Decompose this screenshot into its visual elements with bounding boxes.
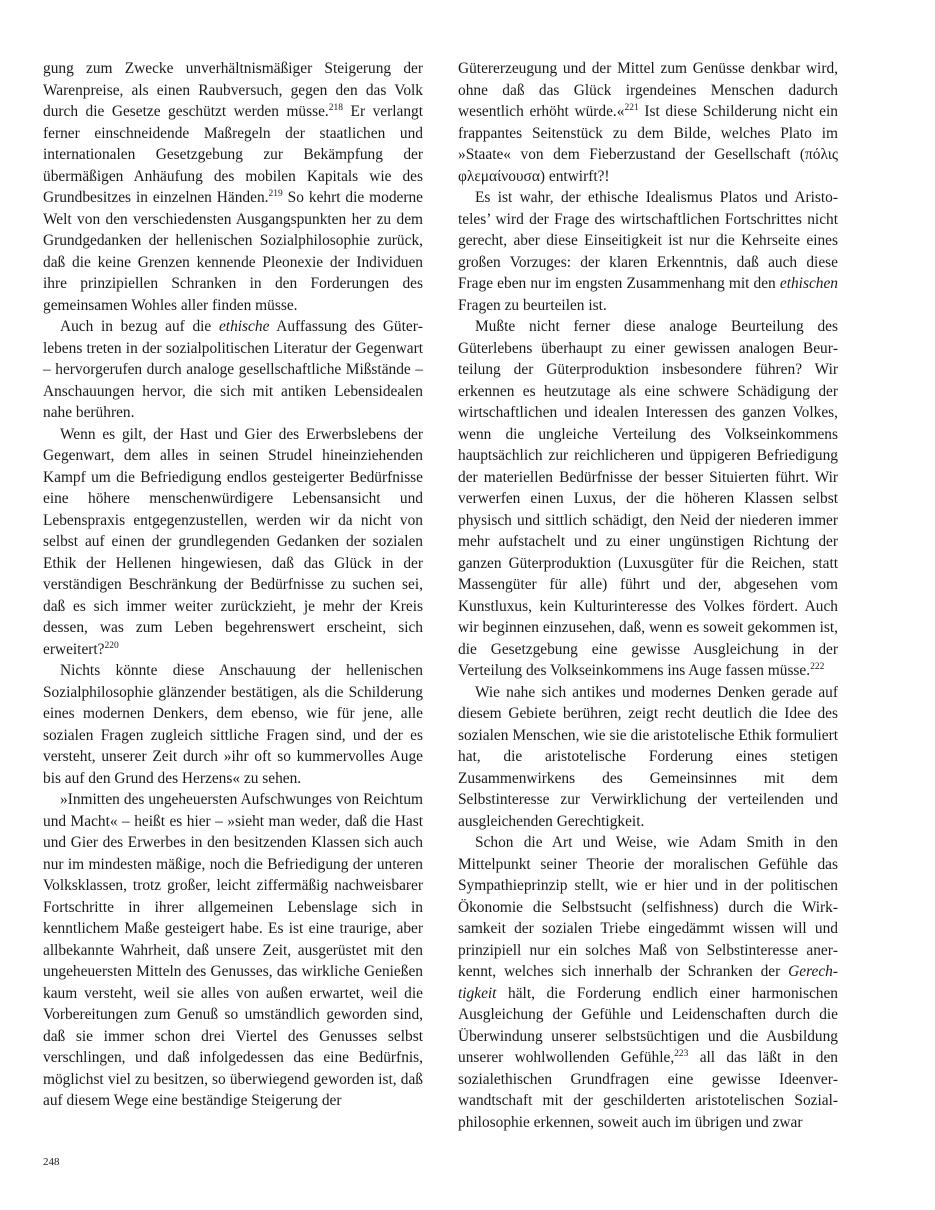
paragraph (43, 424, 423, 661)
page-number: 248 (43, 1156, 60, 1168)
text-run: all das läßt in den sozialethischen Grundfragen eine gewisse Ideenverwandtschaft mit der geschilderten aristotelischen Sozialphilosophie erkennen, soweit auch im übrigen und zwar (458, 1049, 838, 1131)
footnote-marker: 219 (268, 189, 283, 199)
footnote-marker: 223 (674, 1049, 689, 1059)
paragraph (43, 58, 423, 316)
paragraph (458, 58, 838, 187)
paragraph (458, 187, 838, 316)
text-run: Mußte nicht ferner diese analoge Beurteilung des Güterlebens überhaupt zu einer gewissen analogen Beurteilung der Güterproduktion insbesondere führen? Wir erkennen es heutzutage als eine schwere Schädigung der wirtschaftlichen und idealen Interessen des ganzen Volkes, wenn die ungleiche Verteilung des Volkseinkommens hauptsächlich zur reichlicheren und üppigeren Befriedigung der materiellen Bedürfnisse der besser Situierten führt. Wir verwerfen einen Luxus, der die höheren Klassen selbst physisch und sittlich schädigt, den Neid der niederen immer mehr aufstachelt und zu einer ungünstigen Richtung der ganzen Güterproduktion (Luxusgüter für die Reichen, statt Massengüter für alle) führt und der, abgesehen vom Kunstluxus, kein Kulturinteresse des Volkes fördert. Auch wir beginnen einzusehen, daß, wenn es soweit gekommen ist, die Gesetzgebung eine gewisse Ausgleichung in der Verteilung des Volkseinkommens ins Auge fassen müsse. (458, 318, 838, 679)
text-run: hält, die Forderung endlich einer harmonischen Ausgleichung der Gefühle und Leidenschaften durch die Überwindung unserer selbstsüchtigen und die Ausbildung unserer wohlwollenden Gefühle, (458, 984, 838, 1066)
paragraph (458, 316, 838, 682)
text-run: Ist diese Schilderung nicht ein frappantes Seitenstück zu dem Bilde, welches Plato im »Staate« von dem Fieberzustand der Gesellschaft (πόλις φλεμαίνουσα) entwirft?! (458, 103, 838, 185)
text-run: So kehrt die moderne Welt von den verschiedensten Ausgangspunkten her zu dem Grundgedanken der hellenischen Sozialphilosophie zurück, daß die keine Grenzen kennende Pleonexie der Individuen ihre prinzipiellen Schranken in den Forderungen des gemeinsamen Wohles aller finden müsse. (43, 189, 424, 314)
text-run: Nichts könnte diese Anschauung der hellenischen Sozialphilosophie glänzender bestätigen, als die Schilderung eines modernen Denkers, dem ebenso, wie für jene, alle sozialen Fragen zugleich sittliche Fragen sind, und der es versteht, unserer Zeit durch »ihr oft so kummervolles Auge bis auf den Grund des Herzens« zu sehen. (43, 662, 423, 787)
right-column (458, 58, 838, 1133)
text-run: Auffassung des Güterlebens treten in der sozialpolitischen Literatur der Gegenwart – hervorgerufen durch analoge gesellschaftliche Mißstände – Anschauungen hervor, die sich mit antiken Lebensidealen nahe berühren. (43, 318, 424, 421)
text-run: Wie nahe sich antikes und modernes Denken gerade auf diesem Gebiete berühren, zeigt recht deutlich die Idee des sozialen Menschen, wie sie die aristotelische Ethik formuliert hat, die aristotelische Forderung eines stetigen Zusammenwirkens des Gemeinsinnes mit dem Selbstinteresse zur Verwirklichung der verteilenden und ausgleichenden Gerechtigkeit. (458, 683, 838, 830)
left-column (43, 58, 423, 1112)
text-run: Auch in bezug auf die (60, 318, 219, 335)
text-run: Schon die Art und Weise, wie Adam Smith in den Mittelpunkt seiner Theorie der moralischen Gefühle das Sympathieprinzip stellt, wie er hier und in der politischen Ökonomie die Selbstsucht (selfishness) durch die Wirksamkeit der sozialen Triebe eingedämmt wissen will und prinzipiell nur ein solches Maß von Selbstinteresse anerkennt, welches sich innerhalb der Schranken der (458, 834, 838, 980)
text-run: gung zum Zwecke unverhältnismäßiger Steigerung der Warenpreise, als einen Raubversuch, gegen den das Volk durch die Gesetze geschützt werden müsse. (43, 60, 423, 120)
emphasis-text: Gerechtigkeit (458, 963, 838, 1002)
paragraph (458, 682, 838, 833)
footnote-marker: 222 (810, 662, 825, 672)
text-run: Es ist wahr, der ethische Idealismus Platos und Aristoteles’ wird der Frage des wirtschaftlichen Fortschrittes nicht gerecht, aber diese Einseitigkeit ist nur die Kehrseite eines großen Vorzuges: der klaren Erkenntnis, daß auch diese Frage eben nur im engsten Zusammenhang mit den (458, 189, 838, 292)
paragraph (43, 789, 423, 1112)
footnote-marker: 220 (104, 640, 119, 651)
text-run: Wenn es gilt, der Hast und Gier des Erwerbslebens der Gegenwart, dem alles in seinen Strudel hineinziehenden Kampf um die Befriedigung endlos gesteigerter Bedürfnisse eine höhere menschenwürdigere Lebensansicht und Lebenspraxis entgegenzustellen, werden wir da nicht von selbst auf einen der grundlegenden Gedanken der sozialen Ethik der Hellenen hingewiesen, daß das Glück in der verständigen Beschränkung der Bedürfnisse zu suchen sei, daß es sich immer weiter zurückzieht, je mehr der Kreis dessen, was zum Leben begehrenswert erscheint, sich erweitert? (43, 425, 423, 658)
footnote-marker: 221 (624, 103, 639, 113)
text-run: Gütererzeugung und der Mittel zum Genüsse denkbar wird, ohne daß das Glück irgendeines Menschen dadurch wesentlich erhöht würde.« (458, 60, 838, 120)
footnote-marker: 218 (328, 103, 344, 113)
paragraph (458, 832, 838, 1133)
text-run: Er verlangt ferner einschneidende Maßregeln der staatlichen und internationalen Gesetzgebung zur Bekämpfung der übermäßigen Anhäufung des mobilen Kapitals wie des Grundbesitzes in einzelnen Händen. (43, 103, 423, 206)
paragraph (43, 660, 423, 789)
paragraph (43, 316, 423, 424)
emphasis-text: ethischen (779, 275, 838, 292)
emphasis-text: ethische (218, 318, 270, 335)
text-run: »Inmitten des ungeheuersten Aufschwunges von Reichtum und Macht« – heißt es hier – »sieht man weder, daß die Hast und Gier des Erwerbes in den besitzenden Klassen sich auch nur im mindesten mäßige, noch die Befriedigung der unteren Volksklassen, trotz großer, leicht ziffermäßig nachweisbarer Fortschritte in ihrer allgemeinen Lebenslage sich in kenntlichem Maße gesteigert habe. Es ist eine traurige, aber allbekannte Wahrheit, daß unsere Zeit, ausgerüstet mit den ungeheuersten Mitteln des Genusses, das wirkliche Genießen kaum versteht, weil sie alles von außen erwartet, weil die Vorbereitungen zum Genuß so umständlich geworden sind, daß sie immer schon drei Viertel des Genusses selbst verschlingen, und daß infolgedessen das eine Bedürfnis, möglichst viel zu besitzen, so überwiegend geworden ist, daß auf diesem Wege eine beständige Steigerung der (43, 791, 423, 1109)
text-run: Fragen zu beurteilen ist. (458, 296, 607, 314)
